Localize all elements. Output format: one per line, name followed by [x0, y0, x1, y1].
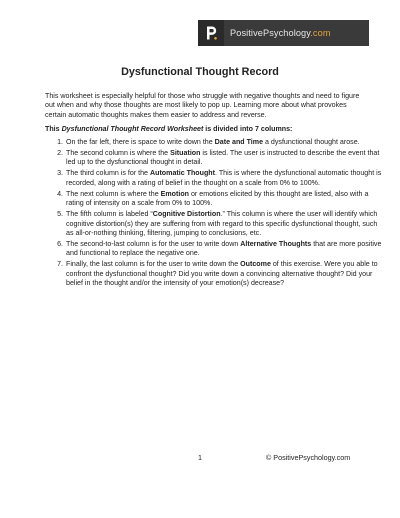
document-title: Dysfunctional Thought Record	[121, 66, 279, 78]
list-item: 7. Finally, the last column is for the user to write down the Outcome of this exercise. Were you able to confront the dysfunctional thought? Did you write down a convincing alternative thought? Did your belief in the thought and/or the intensity of your emotion(s) decrease?	[65, 260, 383, 288]
list-item: 3. The third column is for the Automatic Thought. This is where the dysfunctional automatic thought is recorded, along with a rating of belief in the thought on a scale from 0% to 100%.	[65, 169, 383, 188]
list-item: 1. On the far left, there is space to write down the Date and Time a dysfunctional thought arose.	[65, 138, 383, 147]
positivepsychology-logo-icon	[198, 20, 224, 46]
list-item: 4. The next column is where the Emotion or emotions elicited by this thought are listed, also with a rating of intensity on a scale from 0% to 100%.	[65, 190, 383, 209]
intro-paragraph: This worksheet is especially helpful for those who struggle with negative thoughts and need to figure out when and why those thoughts are most likely to pop up. Learning more about what provokes certain automatic thoughts makes them easier to address and reverse.	[45, 92, 360, 119]
brand-name: PositivePsychology.com	[230, 28, 331, 38]
columns-lead-paragraph: This Dysfunctional Thought Record Worksheet is divided into 7 columns:	[45, 125, 293, 133]
list-item: 6. The second-to-last column is for the user to write down Alternative Thoughts that are more positive and functional to replace the negative one.	[65, 240, 383, 259]
list-item: 2. The second column is where the Situation is listed. The user is instructed to describe the event that led up to the dysfunctional thought in detail.	[65, 149, 383, 168]
columns-list	[45, 138, 383, 290]
header-banner	[198, 20, 369, 46]
copyright-notice: © PositivePsychology.com	[266, 453, 351, 462]
list-item: 5. The fifth column is labeled “Cognitive Distortion.” This column is where the user will identify which cognitive distortion(s) they are suffering from with regard to this specific dysfunctional thought, such as all-or-nothing thinking, filtering, jumping to conclusions, etc.	[65, 210, 383, 238]
page-number: 1	[198, 453, 202, 462]
